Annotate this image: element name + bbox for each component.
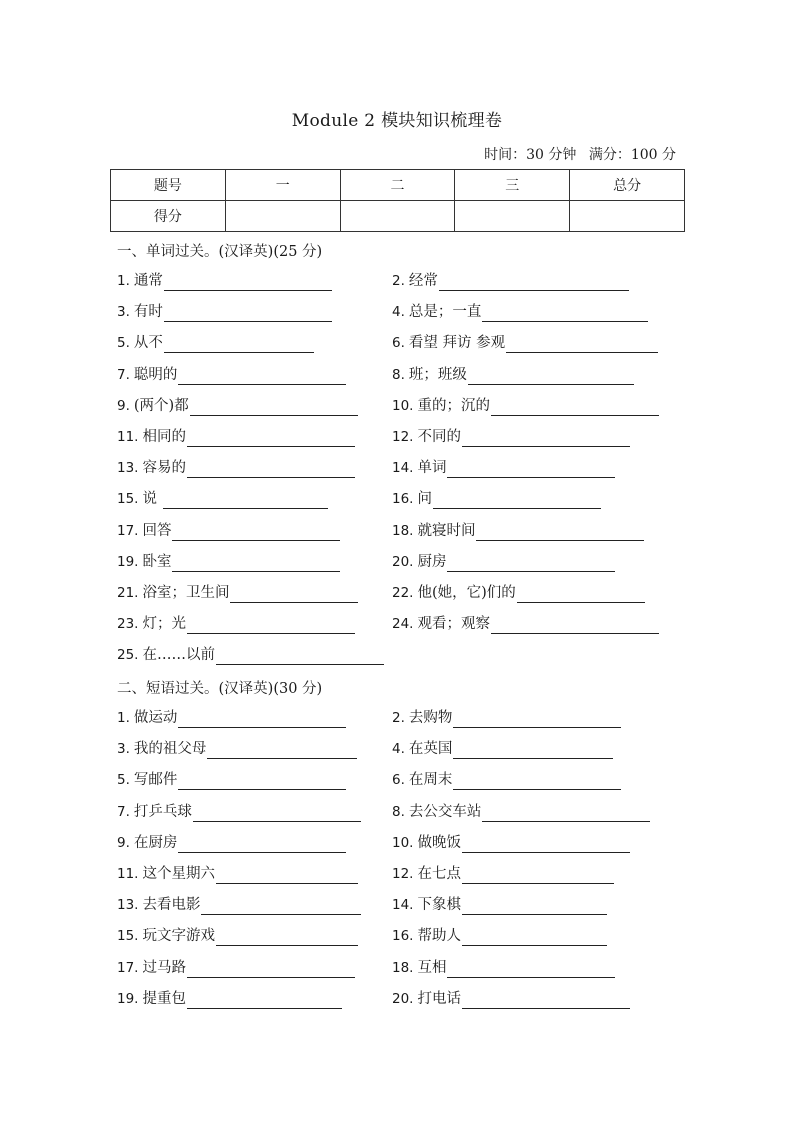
question-number: 5. <box>117 335 130 352</box>
question-number: 12. <box>392 866 414 882</box>
question-prompt: 厨房 <box>417 553 447 570</box>
answer-blank[interactable] <box>178 838 346 853</box>
section1-heading: 一、单词过关。(汉译英)(25 分) <box>117 244 323 260</box>
score-header-cell: 一 <box>225 170 340 201</box>
question-number: 5. <box>117 772 130 789</box>
question-number: 10. <box>392 397 414 414</box>
question-number: 9. <box>117 834 130 851</box>
answer-blank[interactable] <box>453 713 621 728</box>
answer-blank[interactable] <box>178 713 346 728</box>
answer-blank[interactable] <box>447 963 615 978</box>
question-number: 2. <box>392 273 405 289</box>
question-number: 4. <box>392 304 405 321</box>
answer-blank[interactable] <box>187 963 355 978</box>
question-item <box>117 926 358 946</box>
question-number: 24. <box>392 616 414 633</box>
question-number: 13. <box>117 460 139 477</box>
question-prompt: 就寝时间 <box>417 522 476 539</box>
question-item <box>392 989 630 1009</box>
question-prompt: 过马路 <box>142 959 186 976</box>
question-number: 16. <box>392 928 414 945</box>
question-prompt: 在英国 <box>408 741 453 758</box>
question-item <box>117 333 314 353</box>
question-prompt: 在厨房 <box>133 834 178 851</box>
question-prompt: 在七点 <box>417 866 461 882</box>
question-prompt: 做晚饭 <box>417 834 461 851</box>
question-prompt: 重的；沉的 <box>417 397 490 414</box>
question-number: 6. <box>392 772 405 789</box>
question-item <box>117 302 332 322</box>
question-prompt: 这个星期六 <box>142 866 215 882</box>
answer-blank[interactable] <box>453 775 621 790</box>
question-number: 8. <box>392 803 405 820</box>
question-prompt: 班；班级 <box>408 366 467 383</box>
score-value-row <box>111 201 685 232</box>
question-item <box>117 802 361 822</box>
question-item <box>392 521 644 541</box>
answer-blank[interactable] <box>187 463 355 478</box>
answer-blank[interactable] <box>462 432 630 447</box>
question-number: 18. <box>392 522 414 539</box>
answer-blank[interactable] <box>462 838 630 853</box>
score-cell[interactable] <box>455 201 570 232</box>
question-number: 3. <box>117 741 130 758</box>
question-number: 19. <box>117 990 139 1007</box>
question-prompt: 问 <box>417 491 432 508</box>
question-prompt: (两个)都 <box>133 397 189 414</box>
score-header-cell: 题号 <box>111 170 226 201</box>
answer-blank[interactable] <box>462 994 630 1009</box>
question-item <box>392 708 621 728</box>
question-prompt: 浴室；卫生间 <box>142 585 230 601</box>
question-prompt: 经常 <box>408 273 438 289</box>
question-item <box>392 271 629 291</box>
answer-blank[interactable] <box>230 588 358 603</box>
answer-blank[interactable] <box>216 931 358 946</box>
question-number: 3. <box>117 304 130 321</box>
question-number: 14. <box>392 897 414 914</box>
answer-blank[interactable] <box>207 744 357 759</box>
question-number: 11. <box>117 429 139 445</box>
question-number: 12. <box>392 429 414 445</box>
question-number: 19. <box>117 553 139 570</box>
answer-blank[interactable] <box>201 900 361 915</box>
answer-blank[interactable] <box>433 494 601 509</box>
answer-blank[interactable] <box>447 463 615 478</box>
answer-blank[interactable] <box>178 370 346 385</box>
answer-blank[interactable] <box>447 557 615 572</box>
exam-meta <box>476 144 676 164</box>
question-prompt: 去看电影 <box>142 897 201 914</box>
question-item <box>117 958 355 978</box>
question-prompt: 通常 <box>133 273 163 289</box>
question-number: 2. <box>392 710 405 726</box>
answer-blank[interactable] <box>216 869 358 884</box>
question-item <box>392 396 659 416</box>
question-prompt: 互相 <box>417 959 447 976</box>
question-prompt: 从不 <box>133 335 163 352</box>
question-item <box>392 958 615 978</box>
question-prompt: 在周末 <box>408 772 453 789</box>
question-number: 22. <box>392 585 414 601</box>
answer-blank[interactable] <box>164 307 332 322</box>
question-item <box>392 802 650 822</box>
score-table <box>110 169 685 232</box>
question-prompt: 看望 拜访 参观 <box>408 335 506 352</box>
question-prompt: 写邮件 <box>133 772 178 789</box>
answer-blank[interactable] <box>193 807 361 822</box>
question-item <box>392 739 613 759</box>
question-item <box>392 864 614 884</box>
question-item <box>392 489 601 509</box>
question-item <box>117 427 355 447</box>
question-item <box>117 864 358 884</box>
question-number: 11. <box>117 866 139 882</box>
answer-blank[interactable] <box>190 401 358 416</box>
question-prompt: 他(她，它)们的 <box>417 585 516 601</box>
question-number: 7. <box>117 803 130 820</box>
score-header-row <box>111 170 685 201</box>
question-item <box>392 895 607 915</box>
question-number: 10. <box>392 834 414 851</box>
question-prompt: 提重包 <box>142 990 186 1007</box>
answer-blank[interactable] <box>172 526 340 541</box>
question-number: 14. <box>392 460 414 477</box>
answer-blank[interactable] <box>439 276 629 291</box>
answer-blank[interactable] <box>187 432 355 447</box>
question-item <box>117 396 358 416</box>
question-number: 25. <box>117 647 139 664</box>
question-number: 21. <box>117 585 139 601</box>
answer-blank[interactable] <box>462 869 614 884</box>
question-prompt: 聪明的 <box>133 366 178 383</box>
question-item <box>117 521 340 541</box>
question-prompt: 打电话 <box>417 990 461 1007</box>
question-number: 4. <box>392 741 405 758</box>
answer-blank[interactable] <box>491 619 659 634</box>
question-item <box>392 552 615 572</box>
question-number: 13. <box>117 897 139 914</box>
answer-blank[interactable] <box>468 370 634 385</box>
question-item <box>392 926 607 946</box>
question-prompt: 观看；观察 <box>417 616 490 633</box>
question-item <box>117 552 340 572</box>
question-item <box>117 365 346 385</box>
question-item <box>117 583 358 603</box>
question-prompt: 总是；一直 <box>408 304 482 321</box>
question-number: 15. <box>117 928 139 945</box>
score-row-label: 得分 <box>111 201 226 232</box>
answer-blank[interactable] <box>453 744 613 759</box>
answer-blank[interactable] <box>462 931 607 946</box>
question-number: 7. <box>117 366 130 383</box>
question-prompt: 去购物 <box>408 710 453 726</box>
answer-blank[interactable] <box>164 338 314 353</box>
answer-blank[interactable] <box>462 900 607 915</box>
question-prompt: 做运动 <box>133 710 178 726</box>
question-item <box>117 770 346 790</box>
answer-blank[interactable] <box>172 557 340 572</box>
question-prompt: 去公交车站 <box>408 803 482 820</box>
answer-blank[interactable] <box>187 619 355 634</box>
section2-heading: 二、短语过关。(汉译英)(30 分) <box>117 681 323 697</box>
question-item <box>117 895 361 915</box>
question-number: 17. <box>117 959 139 976</box>
question-number: 6. <box>392 335 405 352</box>
question-number: 16. <box>392 491 414 508</box>
question-prompt: 玩文字游戏 <box>142 928 215 945</box>
question-item <box>392 302 648 322</box>
answer-blank[interactable] <box>187 994 342 1009</box>
question-prompt: 下象棋 <box>417 897 461 914</box>
answer-blank[interactable] <box>163 494 328 509</box>
question-prompt: 打乒乓球 <box>133 803 192 820</box>
score-cell[interactable] <box>225 201 340 232</box>
question-number: 1. <box>117 273 130 289</box>
question-prompt: 回答 <box>142 522 172 539</box>
score-header-cell: 三 <box>455 170 570 201</box>
question-number: 20. <box>392 553 414 570</box>
question-prompt: 卧室 <box>142 553 172 570</box>
question-number: 18. <box>392 959 414 976</box>
question-prompt: 相同的 <box>142 429 186 445</box>
question-prompt: 在……以前 <box>142 647 215 664</box>
question-number: 17. <box>117 522 139 539</box>
question-number: 9. <box>117 397 130 414</box>
question-item <box>392 427 630 447</box>
question-prompt: 单词 <box>417 460 447 477</box>
question-item <box>117 271 332 291</box>
question-item <box>392 458 615 478</box>
page-title: Module 2 模块知识梳理卷 <box>291 111 503 131</box>
question-item <box>392 333 658 353</box>
question-number: 8. <box>392 366 405 383</box>
question-prompt: 我的祖父母 <box>133 741 207 758</box>
score-header-cell: 总分 <box>570 170 685 201</box>
question-prompt: 容易的 <box>142 460 186 477</box>
answer-blank[interactable] <box>178 775 346 790</box>
question-item <box>117 739 357 759</box>
question-prompt: 有时 <box>133 304 163 321</box>
question-prompt: 不同的 <box>417 429 461 445</box>
question-item <box>117 645 384 665</box>
question-number: 20. <box>392 990 414 1007</box>
question-item <box>392 833 630 853</box>
answer-blank[interactable] <box>476 526 644 541</box>
question-prompt: 灯；光 <box>142 616 186 633</box>
question-number: 1. <box>117 710 130 726</box>
question-item <box>117 614 355 634</box>
question-prompt: 帮助人 <box>417 928 461 945</box>
answer-blank[interactable] <box>164 276 332 291</box>
answer-blank[interactable] <box>491 401 659 416</box>
score-cell[interactable] <box>340 201 455 232</box>
score-header-cell: 二 <box>340 170 455 201</box>
answer-blank[interactable] <box>216 650 384 665</box>
question-item <box>117 458 355 478</box>
answer-blank[interactable] <box>482 807 650 822</box>
time-limit: 时间：30 分钟 <box>484 147 577 163</box>
score-cell[interactable] <box>570 201 685 232</box>
question-item <box>392 770 621 790</box>
answer-blank[interactable] <box>506 338 658 353</box>
question-item <box>117 489 328 509</box>
question-item <box>392 583 645 603</box>
question-prompt: 说 <box>142 491 162 508</box>
question-item <box>117 989 342 1009</box>
answer-blank[interactable] <box>482 307 648 322</box>
question-number: 23. <box>117 616 139 633</box>
question-item <box>392 365 634 385</box>
answer-blank[interactable] <box>517 588 645 603</box>
full-score: 满分：100 分 <box>588 147 676 163</box>
question-item <box>117 833 346 853</box>
question-number: 15. <box>117 491 139 508</box>
question-item <box>117 708 346 728</box>
question-item <box>392 614 659 634</box>
